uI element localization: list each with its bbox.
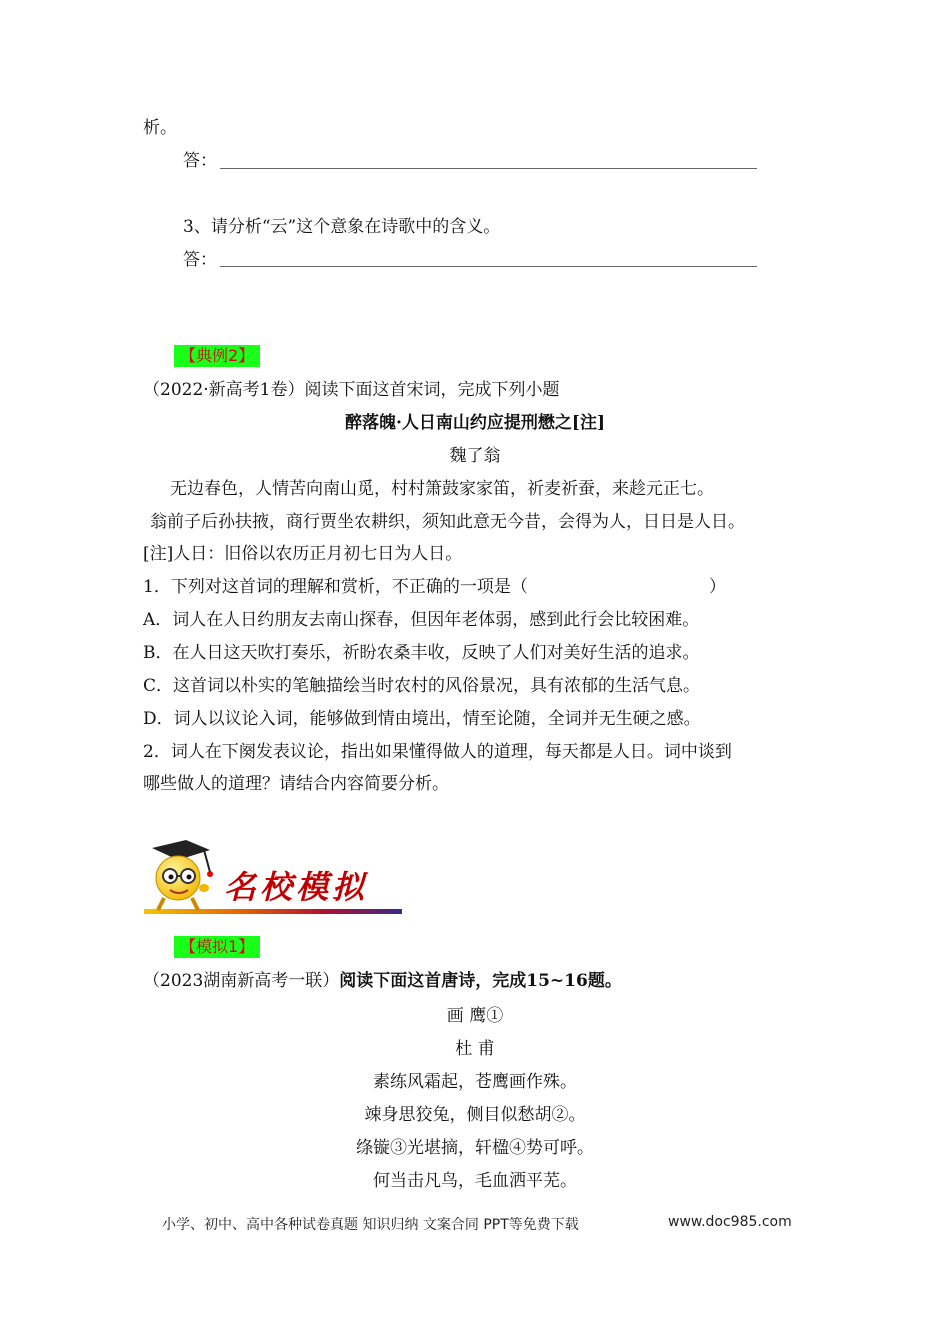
banner-title: 名校模拟 (224, 868, 369, 906)
answer-label: 答： (183, 151, 217, 171)
poem-line: 翁前子后孙扶掖，商行贾坐农耕织，须知此意无今昔，会得为人，日日是人日。 (150, 512, 745, 532)
text-line: 析。 (143, 118, 177, 138)
question-source (143, 970, 622, 992)
poem-title: 画 鹰① (446, 1006, 504, 1026)
section-banner (144, 838, 404, 918)
poem-line: 无边春色，人情苦向南山觅，村村箫鼓家家笛，祈麦祈蚕，来趁元正七。 (170, 479, 714, 499)
answer-line[interactable] (220, 168, 757, 169)
source-plain: （2023湖南新高考一联） (143, 971, 340, 991)
option-d[interactable]: D．词人以议论入词，能够做到情由境出，情至论随，全词并无生硬之感。 (143, 709, 701, 729)
answer-label: 答： (183, 250, 217, 270)
question-source: （2022·新高考1卷）阅读下面这首宋词，完成下列小题 (143, 380, 560, 400)
poem-author: 魏了翁 (449, 446, 501, 466)
option-a[interactable]: A．词人在人日约朋友去南山探春，但因年老体弱，感到此行会比较困难。 (143, 610, 700, 630)
option-c[interactable]: C．这首词以朴实的笔触描绘当时农村的风俗景况，具有浓郁的生活气息。 (143, 676, 701, 696)
footer-text: 小学、初中、高中各种试卷真题 知识归纳 文案合同 PPT等免费下载 (162, 1217, 579, 1233)
answer-line[interactable] (220, 266, 757, 267)
question-1: 1．下列对这首词的理解和赏析，不正确的一项是（ (143, 577, 528, 597)
question-2: 哪些做人的道理？请结合内容简要分析。 (143, 774, 449, 794)
question-3: 3、请分析“云”这个意象在诗歌中的含义。 (183, 217, 501, 237)
footer-site-link[interactable]: www.doc985.com (668, 1214, 792, 1230)
annotation: [注]人日：旧俗以农历正月初七日为人日。 (143, 544, 463, 564)
poem-line: 竦身思狡兔，侧目似愁胡②。 (364, 1105, 586, 1125)
poem-author: 杜 甫 (455, 1039, 495, 1059)
poem-line: 素练风霜起，苍鹰画作殊。 (373, 1072, 577, 1092)
example-tag: 【典例2】 (174, 345, 260, 367)
source-instruction: 阅读下面这首唐诗，完成15~16题。 (339, 971, 622, 991)
question-2: 2．词人在下阕发表议论，指出如果懂得做人的道理，每天都是人日。词中谈到 (143, 742, 732, 762)
poem-line: 绦镟③光堪摘，轩楹④势可呼。 (356, 1138, 594, 1158)
poem-title: 醉落魄·人日南山约应提刑懋之[注] (344, 413, 605, 433)
mock-tag: 【模拟1】 (174, 936, 260, 958)
poem-line: 何当击凡鸟，毛血洒平芜。 (373, 1171, 577, 1191)
option-b[interactable]: B．在人日这天吹打奏乐，祈盼农桑丰收，反映了人们对美好生活的追求。 (143, 643, 700, 663)
question-1-close: ） (709, 577, 726, 597)
